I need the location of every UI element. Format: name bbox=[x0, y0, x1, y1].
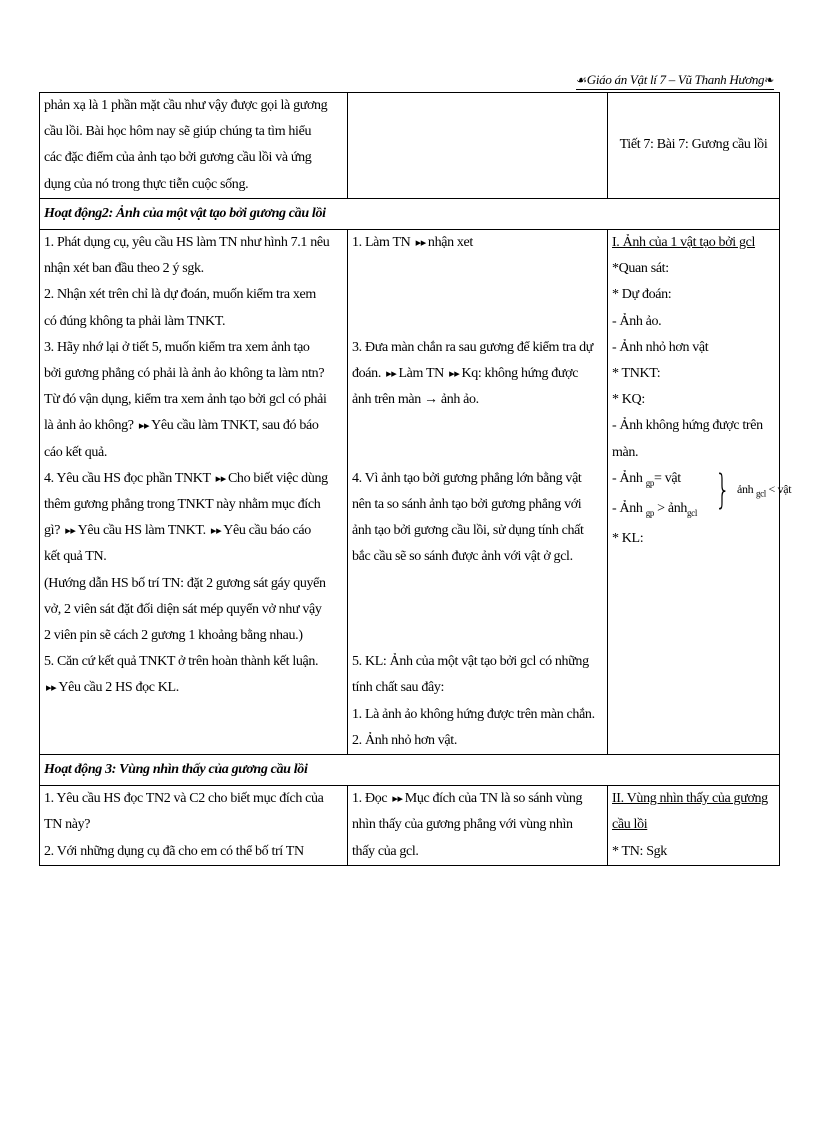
text-line: 5. Căn cứ kết quả TNKT ở trên hoàn thành kết luận. bbox=[44, 654, 319, 670]
double-arrow-icon: ▸▸ bbox=[449, 368, 460, 381]
section-heading: cầu lồi bbox=[612, 817, 648, 833]
row1-col3 bbox=[608, 93, 780, 199]
text-fragment: gì? bbox=[44, 523, 61, 539]
blank-line bbox=[352, 571, 603, 597]
table-row bbox=[40, 786, 780, 866]
text-fragment: 1. Đọc bbox=[352, 791, 388, 807]
text-fragment: - Ảnh bbox=[612, 470, 643, 486]
text-fragment: Cho biết việc dùng bbox=[227, 470, 328, 486]
text-line: - Ảnh ảo. bbox=[612, 313, 662, 329]
double-arrow-icon: ▸▸ bbox=[392, 793, 403, 806]
blank-line bbox=[352, 309, 603, 335]
double-arrow-icon: ▸▸ bbox=[415, 237, 426, 250]
blank-line bbox=[44, 702, 343, 728]
text-line: - Ảnh không hứng được trên bbox=[612, 418, 763, 434]
text-line: * TNKT: bbox=[612, 366, 661, 382]
text-line bbox=[352, 786, 603, 812]
row3-col1 bbox=[40, 786, 348, 866]
subscript: gp bbox=[645, 477, 654, 488]
text-line: 2 viên pin sẽ cách 2 gương 1 khoảng bằng nhau.) bbox=[44, 628, 303, 644]
lesson-plan-page bbox=[39, 92, 792, 866]
text-line: 3. Hãy nhớ lại ở tiết 5, muốn kiểm tra xem ảnh tạo bbox=[44, 339, 310, 355]
double-arrow-icon: ▸▸ bbox=[215, 472, 226, 485]
row1-col1 bbox=[40, 93, 348, 199]
row2-col1 bbox=[40, 230, 348, 755]
double-arrow-icon: ▸▸ bbox=[386, 368, 397, 381]
text-line: * Dự đoán: bbox=[612, 287, 672, 303]
text-line bbox=[352, 361, 603, 387]
row2-col3 bbox=[608, 230, 792, 755]
text-line: (Hướng dẫn HS bố trí TN: đặt 2 gương sát gáy quyển bbox=[44, 575, 326, 591]
text-line bbox=[44, 518, 343, 544]
text-fragment: ảnh bbox=[737, 481, 754, 496]
text-line: * TN: Sgk bbox=[612, 843, 667, 859]
text-fragment: Yêu cầu làm TNKT, sau đó báo bbox=[151, 418, 319, 434]
section-3-title: Hoạt động 3: Vùng nhìn thấy của gương cầu lồi bbox=[40, 755, 780, 786]
text-fragment: = vật bbox=[654, 470, 681, 486]
text-fragment: Kq: không hứng được bbox=[461, 366, 579, 382]
row3-col3 bbox=[608, 786, 780, 866]
text-line: 1. Là ảnh ảo không hứng được trên màn chắn. bbox=[352, 706, 595, 722]
row1-col2 bbox=[348, 93, 608, 199]
ornament-right-icon: ❧ bbox=[764, 73, 774, 87]
double-arrow-icon: ▸▸ bbox=[210, 525, 222, 538]
text-line: thấy của gcl. bbox=[352, 843, 419, 859]
section-heading: I. Ảnh của 1 vật tạo bởi gcl bbox=[612, 235, 756, 251]
text-line: ảnh trên màn → ảnh ảo. bbox=[352, 392, 479, 408]
text-line: *Quan sát: bbox=[612, 261, 669, 277]
text-line: TN này? bbox=[44, 817, 91, 833]
blank-line bbox=[352, 256, 603, 282]
text-line: 1. Yêu cầu HS đọc TN2 và C2 cho biết mục đích của bbox=[44, 791, 324, 807]
text-fragment: đoán. bbox=[352, 366, 381, 382]
text-line: - Ảnh nhỏ hơn vật bbox=[612, 339, 709, 355]
subscript: gcl bbox=[687, 507, 697, 518]
row3-col2 bbox=[348, 786, 608, 866]
text-line: kết quả TN. bbox=[44, 549, 107, 565]
page-header bbox=[576, 72, 774, 90]
section-heading: II. Vùng nhìn thấy của gương bbox=[612, 791, 768, 807]
text-fragment: là ảnh ảo không? bbox=[44, 418, 134, 434]
text-line: 4. Vì ảnh tạo bởi gương phẳng lớn bằng vật bbox=[352, 470, 582, 486]
text-fragment: Yêu cầu báo cáo bbox=[223, 523, 311, 539]
text-line: 1. Phát dụng cụ, yêu cầu HS làm TN như hình 7.1 nêu bbox=[44, 235, 330, 251]
text-fragment: 1. Làm TN bbox=[352, 235, 411, 251]
text-line: có đúng không ta phải làm TNKT. bbox=[44, 313, 226, 329]
text-line: nhìn thấy của gương phẳng với vùng nhìn bbox=[352, 817, 573, 833]
text-line: các đặc điểm của ảnh tạo bởi gương cầu lồi và ứng bbox=[44, 150, 312, 166]
double-arrow-icon: ▸▸ bbox=[46, 682, 57, 695]
text-line: dụng của nó trong thực tiễn cuộc sống. bbox=[44, 176, 249, 192]
text-line: 2. Nhận xét trên chỉ là dự đoán, muốn kiểm tra xem bbox=[44, 287, 316, 303]
text-line bbox=[352, 230, 603, 256]
table-row bbox=[40, 93, 780, 199]
text-line: ảnh tạo bởi gương cầu lồi, sử dụng tính chất bbox=[352, 523, 584, 539]
text-fragment: 4. Yêu cầu HS đọc phần TNKT bbox=[44, 470, 211, 486]
text-line: * KL: bbox=[612, 530, 644, 546]
text-line: cáo kết quả. bbox=[44, 444, 108, 460]
text-fragment: - Ảnh bbox=[612, 500, 643, 516]
blank-line bbox=[352, 440, 603, 466]
text-fragment: nhận xet bbox=[427, 235, 473, 251]
blank-line bbox=[352, 413, 603, 439]
text-line: phản xạ là 1 phần mặt cầu như vậy được gọi là gương bbox=[44, 98, 328, 113]
text-fragment: < vật bbox=[768, 481, 792, 496]
comparison-group bbox=[612, 466, 792, 526]
text-fragment: Làm TN bbox=[398, 366, 444, 382]
text-fragment: Yêu cầu 2 HS đọc KL. bbox=[58, 680, 179, 696]
subscript: gcl bbox=[755, 488, 766, 499]
text-line bbox=[44, 413, 343, 439]
text-line: bắc cầu sẽ so sánh được ảnh với vật ở gcl. bbox=[352, 549, 573, 565]
text-line: 5. KL: Ảnh của một vật tạo bởi gcl có những bbox=[352, 654, 589, 670]
section-row bbox=[40, 198, 780, 229]
blank-line bbox=[352, 597, 603, 623]
table-row bbox=[40, 230, 780, 755]
text-line: nhận xét ban đầu theo 2 ý sgk. bbox=[44, 261, 204, 277]
text-fragment: Yêu cầu HS làm TNKT. bbox=[77, 523, 206, 539]
text-fragment: > ảnh bbox=[657, 500, 688, 516]
lesson-table bbox=[39, 92, 792, 866]
blank-line bbox=[352, 623, 603, 649]
section-row bbox=[40, 755, 780, 786]
row2-col2 bbox=[348, 230, 608, 755]
text-line: 2. Ảnh nhỏ hơn vật. bbox=[352, 732, 457, 748]
text-line bbox=[44, 675, 343, 701]
text-line: 2. Với những dụng cụ đã cho em có thể bố trí TN bbox=[44, 843, 304, 859]
comparison-note bbox=[737, 476, 791, 507]
text-line: bởi gương phẳng có phải là ảnh ảo không ta làm ntn? bbox=[44, 366, 325, 382]
header-title: Giáo án Vật lí 7 – Vũ Thanh Hương bbox=[586, 72, 765, 87]
text-line bbox=[44, 466, 343, 492]
section-2-title: Hoạt động2: Ảnh của một vật tạo bởi gương cầu lồi bbox=[40, 198, 780, 229]
text-line: thêm gương phẳng trong TNKT này nhằm mục đích bbox=[44, 497, 321, 513]
subscript: gp bbox=[645, 507, 654, 518]
blank-line bbox=[352, 282, 603, 308]
lesson-title: Tiết 7: Bài 7: Gương cầu lồi bbox=[619, 137, 768, 153]
right-brace-icon: } bbox=[715, 466, 731, 513]
double-arrow-icon: ▸▸ bbox=[138, 420, 150, 433]
text-line: 3. Đưa màn chắn ra sau gương để kiểm tra dự bbox=[352, 339, 593, 355]
text-line: tính chất sau đây: bbox=[352, 680, 445, 696]
text-fragment: Mục đích của TN là so sánh vùng bbox=[404, 791, 583, 807]
text-line: nên ta so sánh ảnh tạo bởi gương phẳng với bbox=[352, 497, 582, 513]
double-arrow-icon: ▸▸ bbox=[65, 525, 76, 538]
text-line: cầu lồi. Bài học hôm nay sẽ giúp chúng ta tìm hiểu bbox=[44, 124, 312, 140]
ornament-left-icon: ☙ bbox=[576, 73, 587, 87]
text-line: Từ đó vận dụng, kiểm tra xem ảnh tạo bởi gcl có phải bbox=[44, 392, 327, 408]
text-line: vở, 2 viên sát đặt đối diện sát mép quyển vở như vậy bbox=[44, 601, 322, 617]
text-line: * KQ: bbox=[612, 392, 645, 408]
text-line: màn. bbox=[612, 444, 639, 460]
